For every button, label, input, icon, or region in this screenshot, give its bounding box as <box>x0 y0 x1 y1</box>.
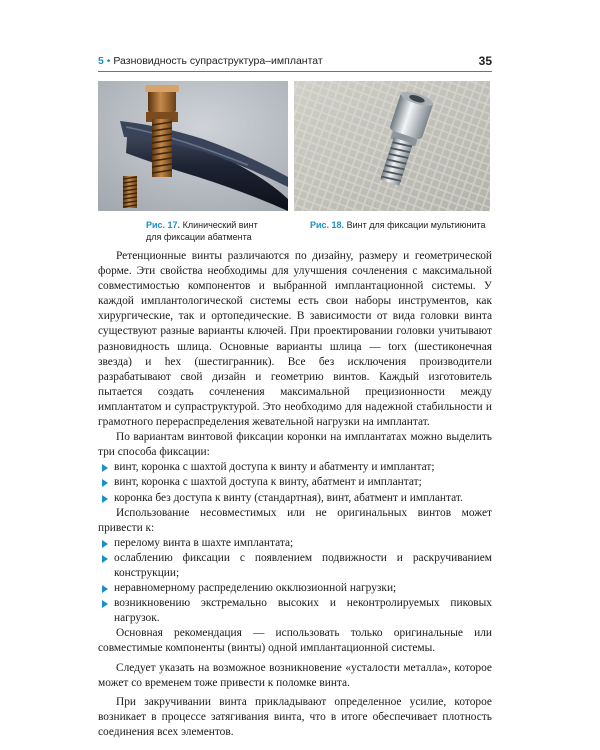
list-item: ослаблению фиксации с появлением подвижности и раскручиванием конструкции; <box>98 551 492 581</box>
triangle-bullet-icon <box>102 540 108 548</box>
header-rule <box>98 71 492 72</box>
list-item: перелому винта в шахте имплантата; <box>98 536 492 551</box>
consequences-list <box>98 536 492 627</box>
figure-18-caption-line1: Винт для фиксации мультиюнита <box>346 220 486 230</box>
figure-17-label: Рис. 17. <box>146 220 181 230</box>
figure-17-caption-line1: Клинический винт <box>182 220 258 230</box>
chapter-title: Разновидность супраструктура–имплантат <box>113 55 323 67</box>
paragraph: Использование несовместимых или не оригинальных винтов может привести к: <box>98 506 492 534</box>
triangle-bullet-icon <box>102 600 108 608</box>
bullet-dot-icon: • <box>106 55 111 67</box>
triangle-bullet-icon <box>102 464 108 472</box>
figure-18-label: Рис. 18. <box>310 220 345 230</box>
fixation-methods-list <box>98 460 492 505</box>
page-number: 35 <box>478 54 492 68</box>
figure-17-photo <box>98 81 288 211</box>
figure-17-caption-line2: для фиксации абатмента <box>146 232 252 242</box>
triangle-bullet-icon <box>102 585 108 593</box>
paragraph: Основная рекомендация — использовать только оригинальные или совместимые компоненты (винты) одной имплантационной системы. <box>98 627 492 655</box>
figure-18-caption <box>310 219 500 231</box>
paragraph: Следует указать на возможное возникновение «усталости металла», которое может со временем тоже привести к поломке винта. <box>98 661 492 689</box>
figure-18-photo <box>294 81 490 211</box>
chapter-number: 5 <box>98 55 104 67</box>
paragraph: По вариантам винтовой фиксации коронки на имплантатах можно выделить три способа фиксации: <box>98 431 492 459</box>
list-item: коронка без доступа к винту (стандартная), винт, абатмент и имплантат. <box>98 491 492 506</box>
list-item: винт, коронка с шахтой доступа к винту, абатмент и имплантат; <box>98 475 492 490</box>
list-item: неравномерному распределению окклюзионной нагрузки; <box>98 581 492 596</box>
chapter-heading <box>98 55 323 67</box>
list-item: возникновению экстремально высоких и неконтролируемых пиковых нагрузок. <box>98 596 492 626</box>
body-text <box>98 249 492 740</box>
triangle-bullet-icon <box>102 495 108 503</box>
running-header <box>98 54 492 70</box>
paragraph: При закручивании винта прикладывают определенное усилие, которое возникает в процессе затягивания винта, что в итоге обеспечивает плотность соединения всех элементов. <box>98 695 492 738</box>
paragraph: Ретенционные винты различаются по дизайну, размеру и геометрической форме. Эти свойства необходимы для улучшения сочленения с максимальной совместимостью компонентов и выбранной имплантационной системы. У каждой имплантологической системы есть свои наборы инструментов, как хирургические, так и ортопедические. В зависимости от вида головки винта существуют разные варианты ключей. При проектировании головки учитывают разновидность шлица. Основные варианты шлица — torx (шестиконечная звезда) и hex (шестигранник). Все без исключения производители разрабатывают свой дизайн и геометрию винтов. Каждый изготовитель пытается создать сочленения максимальной прецизионности между имплантатом и супраструктурой. Это необходимо для надежной стабильности и грамотного перераспределения жевательной нагрузки на имплантат. <box>98 250 492 429</box>
figure-17-caption <box>146 219 286 243</box>
triangle-bullet-icon <box>102 479 108 487</box>
list-item: винт, коронка с шахтой доступа к винту и абатменту и имплантат; <box>98 460 492 475</box>
triangle-bullet-icon <box>102 555 108 563</box>
